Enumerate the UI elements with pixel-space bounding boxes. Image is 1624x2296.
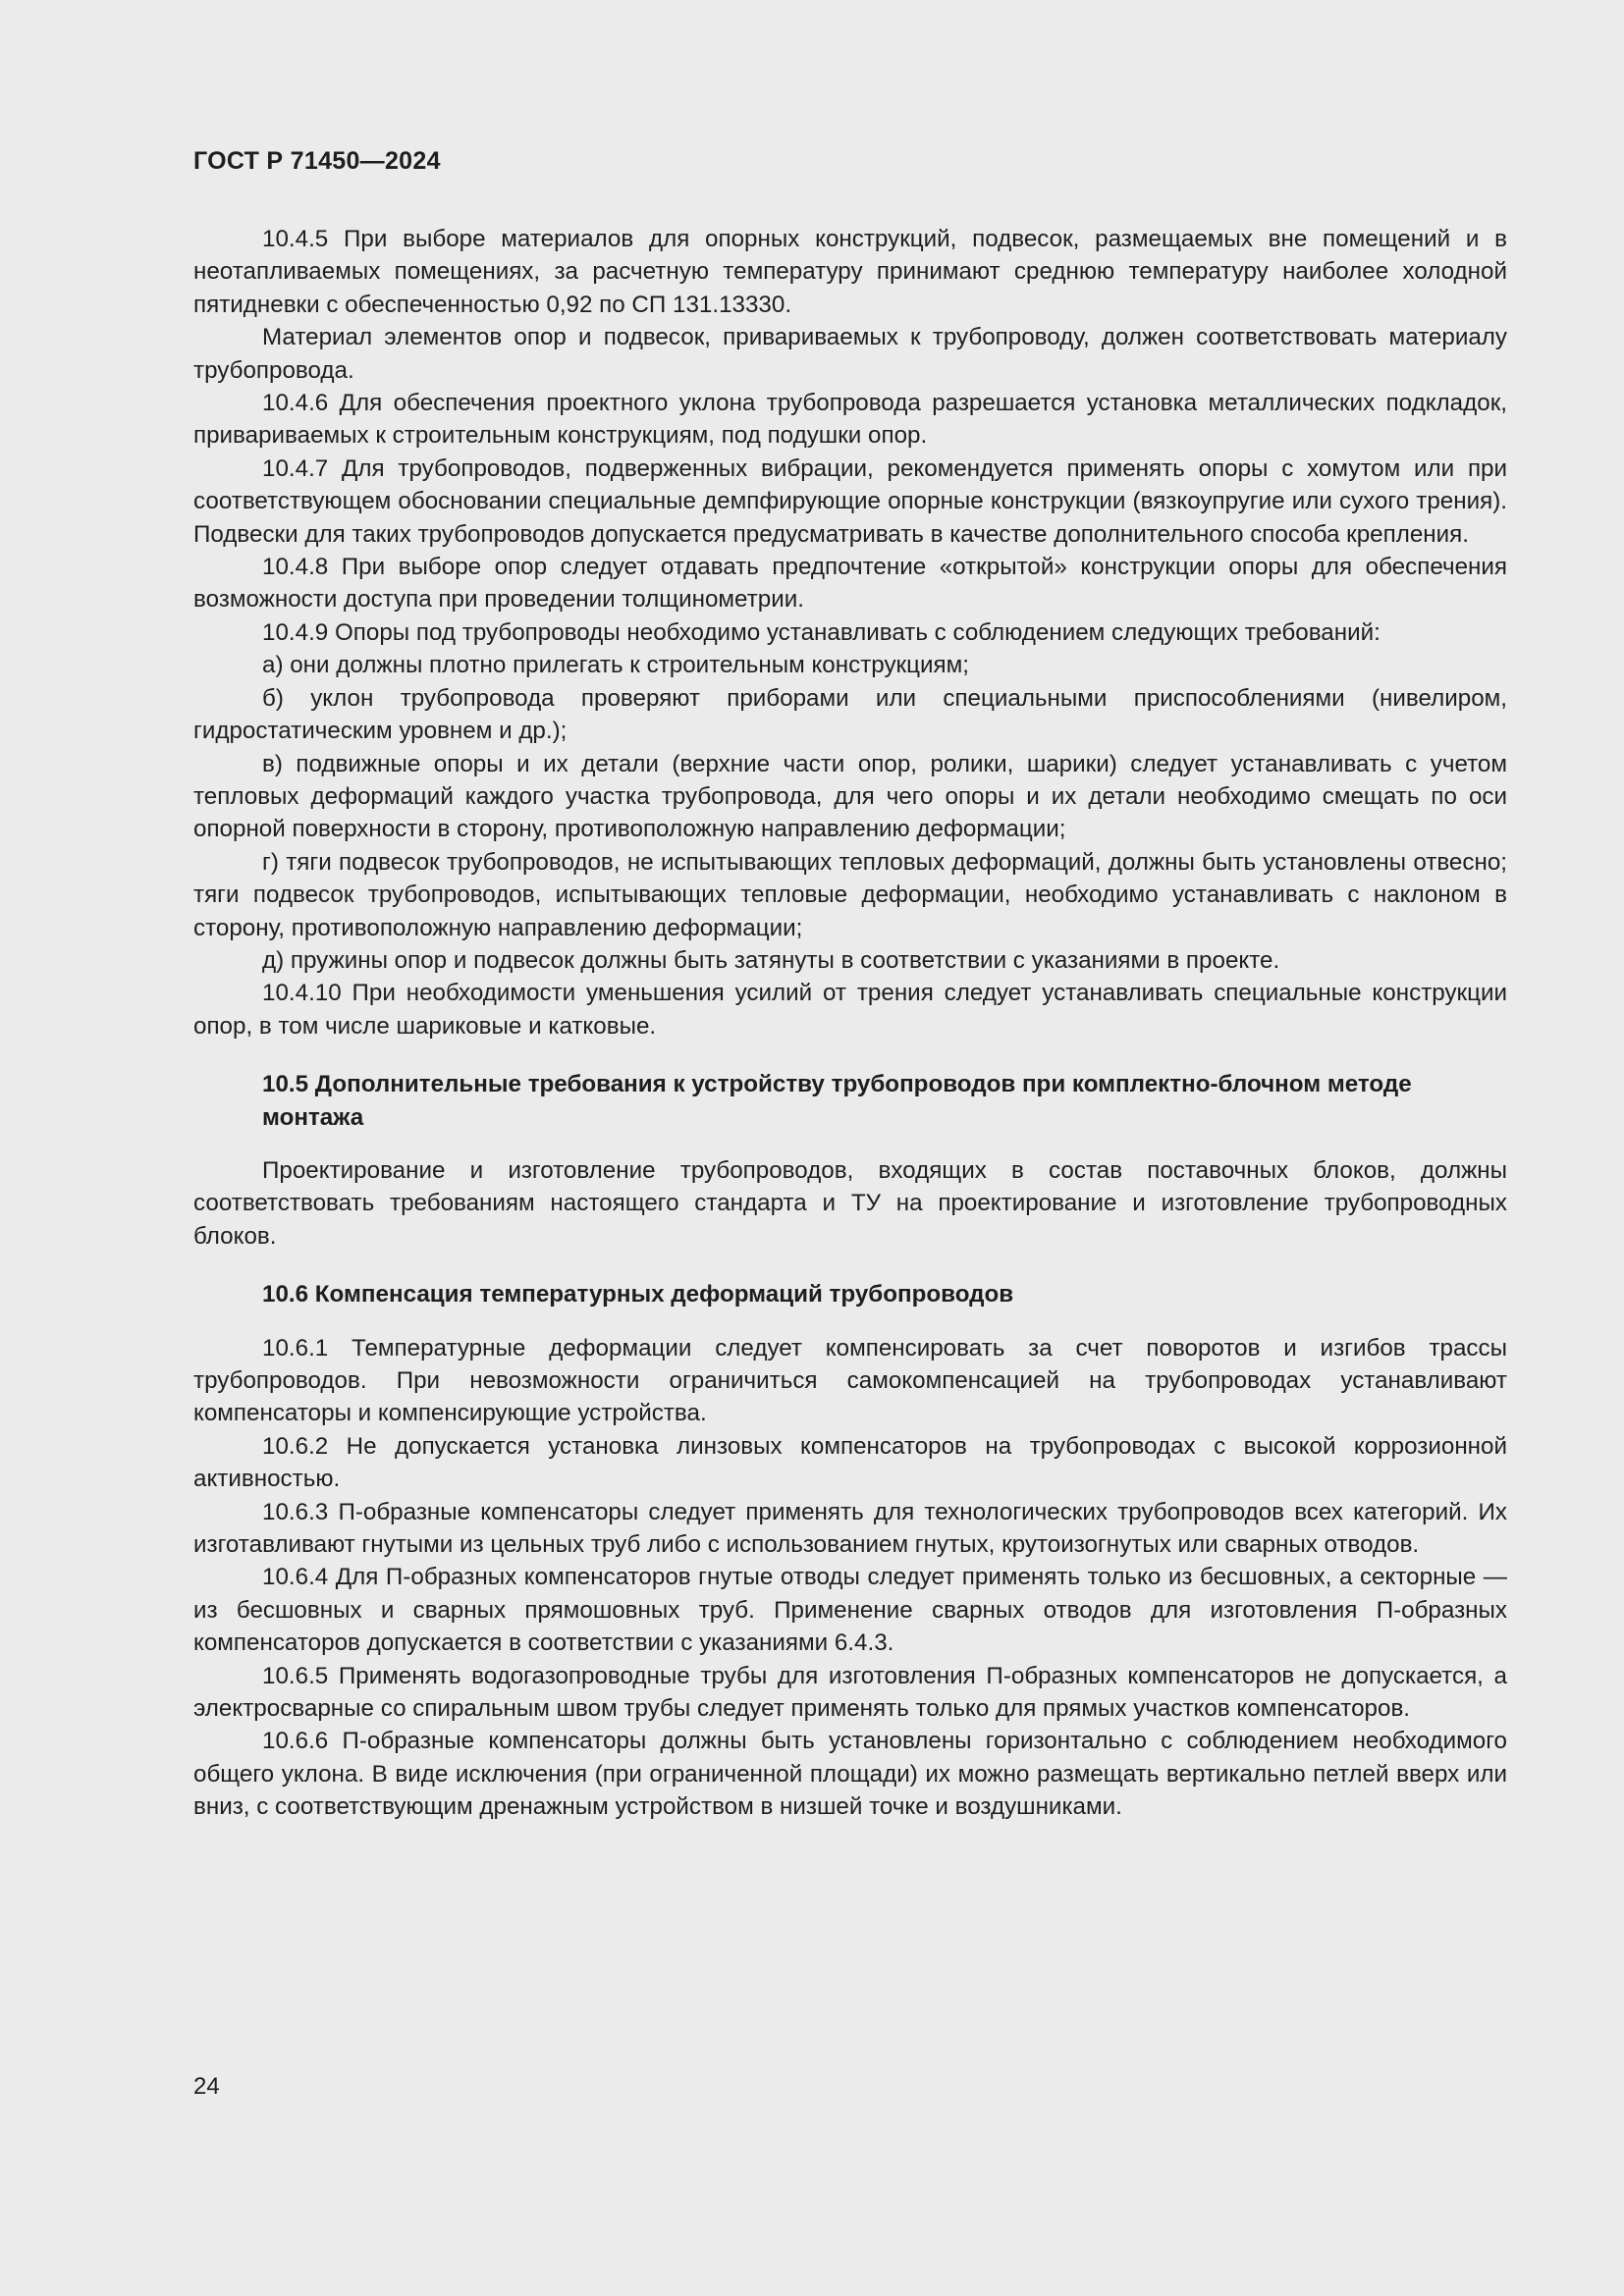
paragraph-10-4-8: 10.4.8 При выборе опор следует отдавать предпочтение «открытой» конструкции опоры для обеспечения возможности доступа при проведении толщинометрии. [193, 554, 1507, 614]
paragraph-10-6-1: 10.6.1 Температурные деформации следует компенсировать за счет поворотов и изгибов трассы трубопроводов. При невозможности ограничиться самокомпенсацией на трубопроводах устанавливают компенсаторы и компенсирующие устройства. [193, 1334, 1507, 1427]
paragraph-10-6-5: 10.6.5 Применять водогазопроводные трубы для изготовления П-образных компенсаторов не допускается, а электросварные со спиральным швом трубы следует применять только для прямых участков компенсаторов. [193, 1662, 1507, 1723]
list-item-a: а) они должны плотно прилегать к строительным конструкциям; [262, 652, 969, 679]
document-header: ГОСТ Р 71450—2024 [193, 147, 441, 175]
paragraph-10-4-9: 10.4.9 Опоры под трубопроводы необходимо устанавливать с соблюдением следующих требований: [262, 618, 1380, 646]
list-item-v: в) подвижные опоры и их детали (верхние части опор, ролики, шарики) следует устанавливать с учетом тепловых деформаций каждого участка трубопровода, для чего опоры и их детали необходимо смещать по оси опорной поверхности в сторону, противоположную направлению деформации; [193, 750, 1507, 843]
paragraph-10-4-6: 10.4.6 Для обеспечения проектного уклона трубопровода разрешается установка металлических подкладок, привариваемых к строительным конструкциям, под подушки опор. [193, 390, 1507, 450]
paragraph-10-6-6: 10.6.6 П-образные компенсаторы должны быть установлены горизонтально с соблюдением необходимого общего уклона. В виде исключения (при ограниченной площади) их можно размещать вертикально петлей вверх или вниз, с соответствующим дренажным устройством в низшей точке и воздушниками. [193, 1728, 1507, 1821]
document-body [193, 223, 1507, 1824]
paragraph-material: Материал элементов опор и подвесок, привариваемых к трубопроводу, должен соответствовать материалу трубопровода. [193, 324, 1507, 384]
list-item-b: б) уклон трубопровода проверяют приборами или специальными приспособлениями (нивелиром, гидростатическим уровнем и др.); [193, 684, 1507, 745]
list-item-d: д) пружины опор и подвесок должны быть затянуты в соответствии с указаниями в проекте. [262, 946, 1280, 974]
paragraph-10-6-2: 10.6.2 Не допускается установка линзовых компенсаторов на трубопроводах с высокой коррозионной активностью. [193, 1432, 1507, 1493]
section-heading-10-5: 10.5 Дополнительные требования к устройству трубопроводов при комплектно-блочном методе монтажа [262, 1071, 1412, 1131]
list-item-g: г) тяги подвесок трубопроводов, не испытывающих тепловых деформаций, должны быть установлены отвесно; тяги подвесок трубопроводов, испытывающих тепловые деформации, необходимо устанавливать с наклоном в сторону, противоположную направлению деформации; [193, 848, 1507, 941]
document-page [193, 0, 1507, 2296]
page-number: 24 [193, 2073, 220, 2100]
paragraph-10-4-10: 10.4.10 При необходимости уменьшения усилий от трения следует устанавливать специальные конструкции опор, в том числе шариковые и катковые. [193, 980, 1507, 1040]
paragraph-10-4-7: 10.4.7 Для трубопроводов, подверженных вибрации, рекомендуется применять опоры с хомутом или при соответствующем обосновании специальные демпфирующие опорные конструкции (вязкоупругие или сухого трения). Подвески для таких трубопроводов допускается предусматривать в качестве дополнительного способа крепления. [193, 454, 1507, 548]
section-heading-10-6: 10.6 Компенсация температурных деформаций трубопроводов [262, 1281, 1014, 1308]
paragraph-10-4-5: 10.4.5 При выборе материалов для опорных конструкций, подвесок, размещаемых вне помещений и в неотапливаемых помещениях, за расчетную температуру принимают среднюю температуру наиболее холодной пятидневки с обеспеченностью 0,92 по СП 131.13330. [193, 226, 1507, 318]
paragraph-10-6-4: 10.6.4 Для П-образных компенсаторов гнутые отводы следует применять только из бесшовных, а секторные — из бесшовных и сварных прямошовных труб. Применение сварных отводов для изготовления П-образных компенсаторов допускается в соответствии с указаниями 6.4.3. [193, 1564, 1507, 1657]
paragraph-10-6-3: 10.6.3 П-образные компенсаторы следует применять для технологических трубопроводов всех категорий. Их изготавливают гнутыми из цельных труб либо с использованием гнутых, крутоизогнутых или сварных отводов. [193, 1498, 1507, 1559]
paragraph-10-5: Проектирование и изготовление трубопроводов, входящих в состав поставочных блоков, должны соответствовать требованиям настоящего стандарта и ТУ на проектирование и изготовление трубопроводных блоков. [193, 1156, 1507, 1250]
